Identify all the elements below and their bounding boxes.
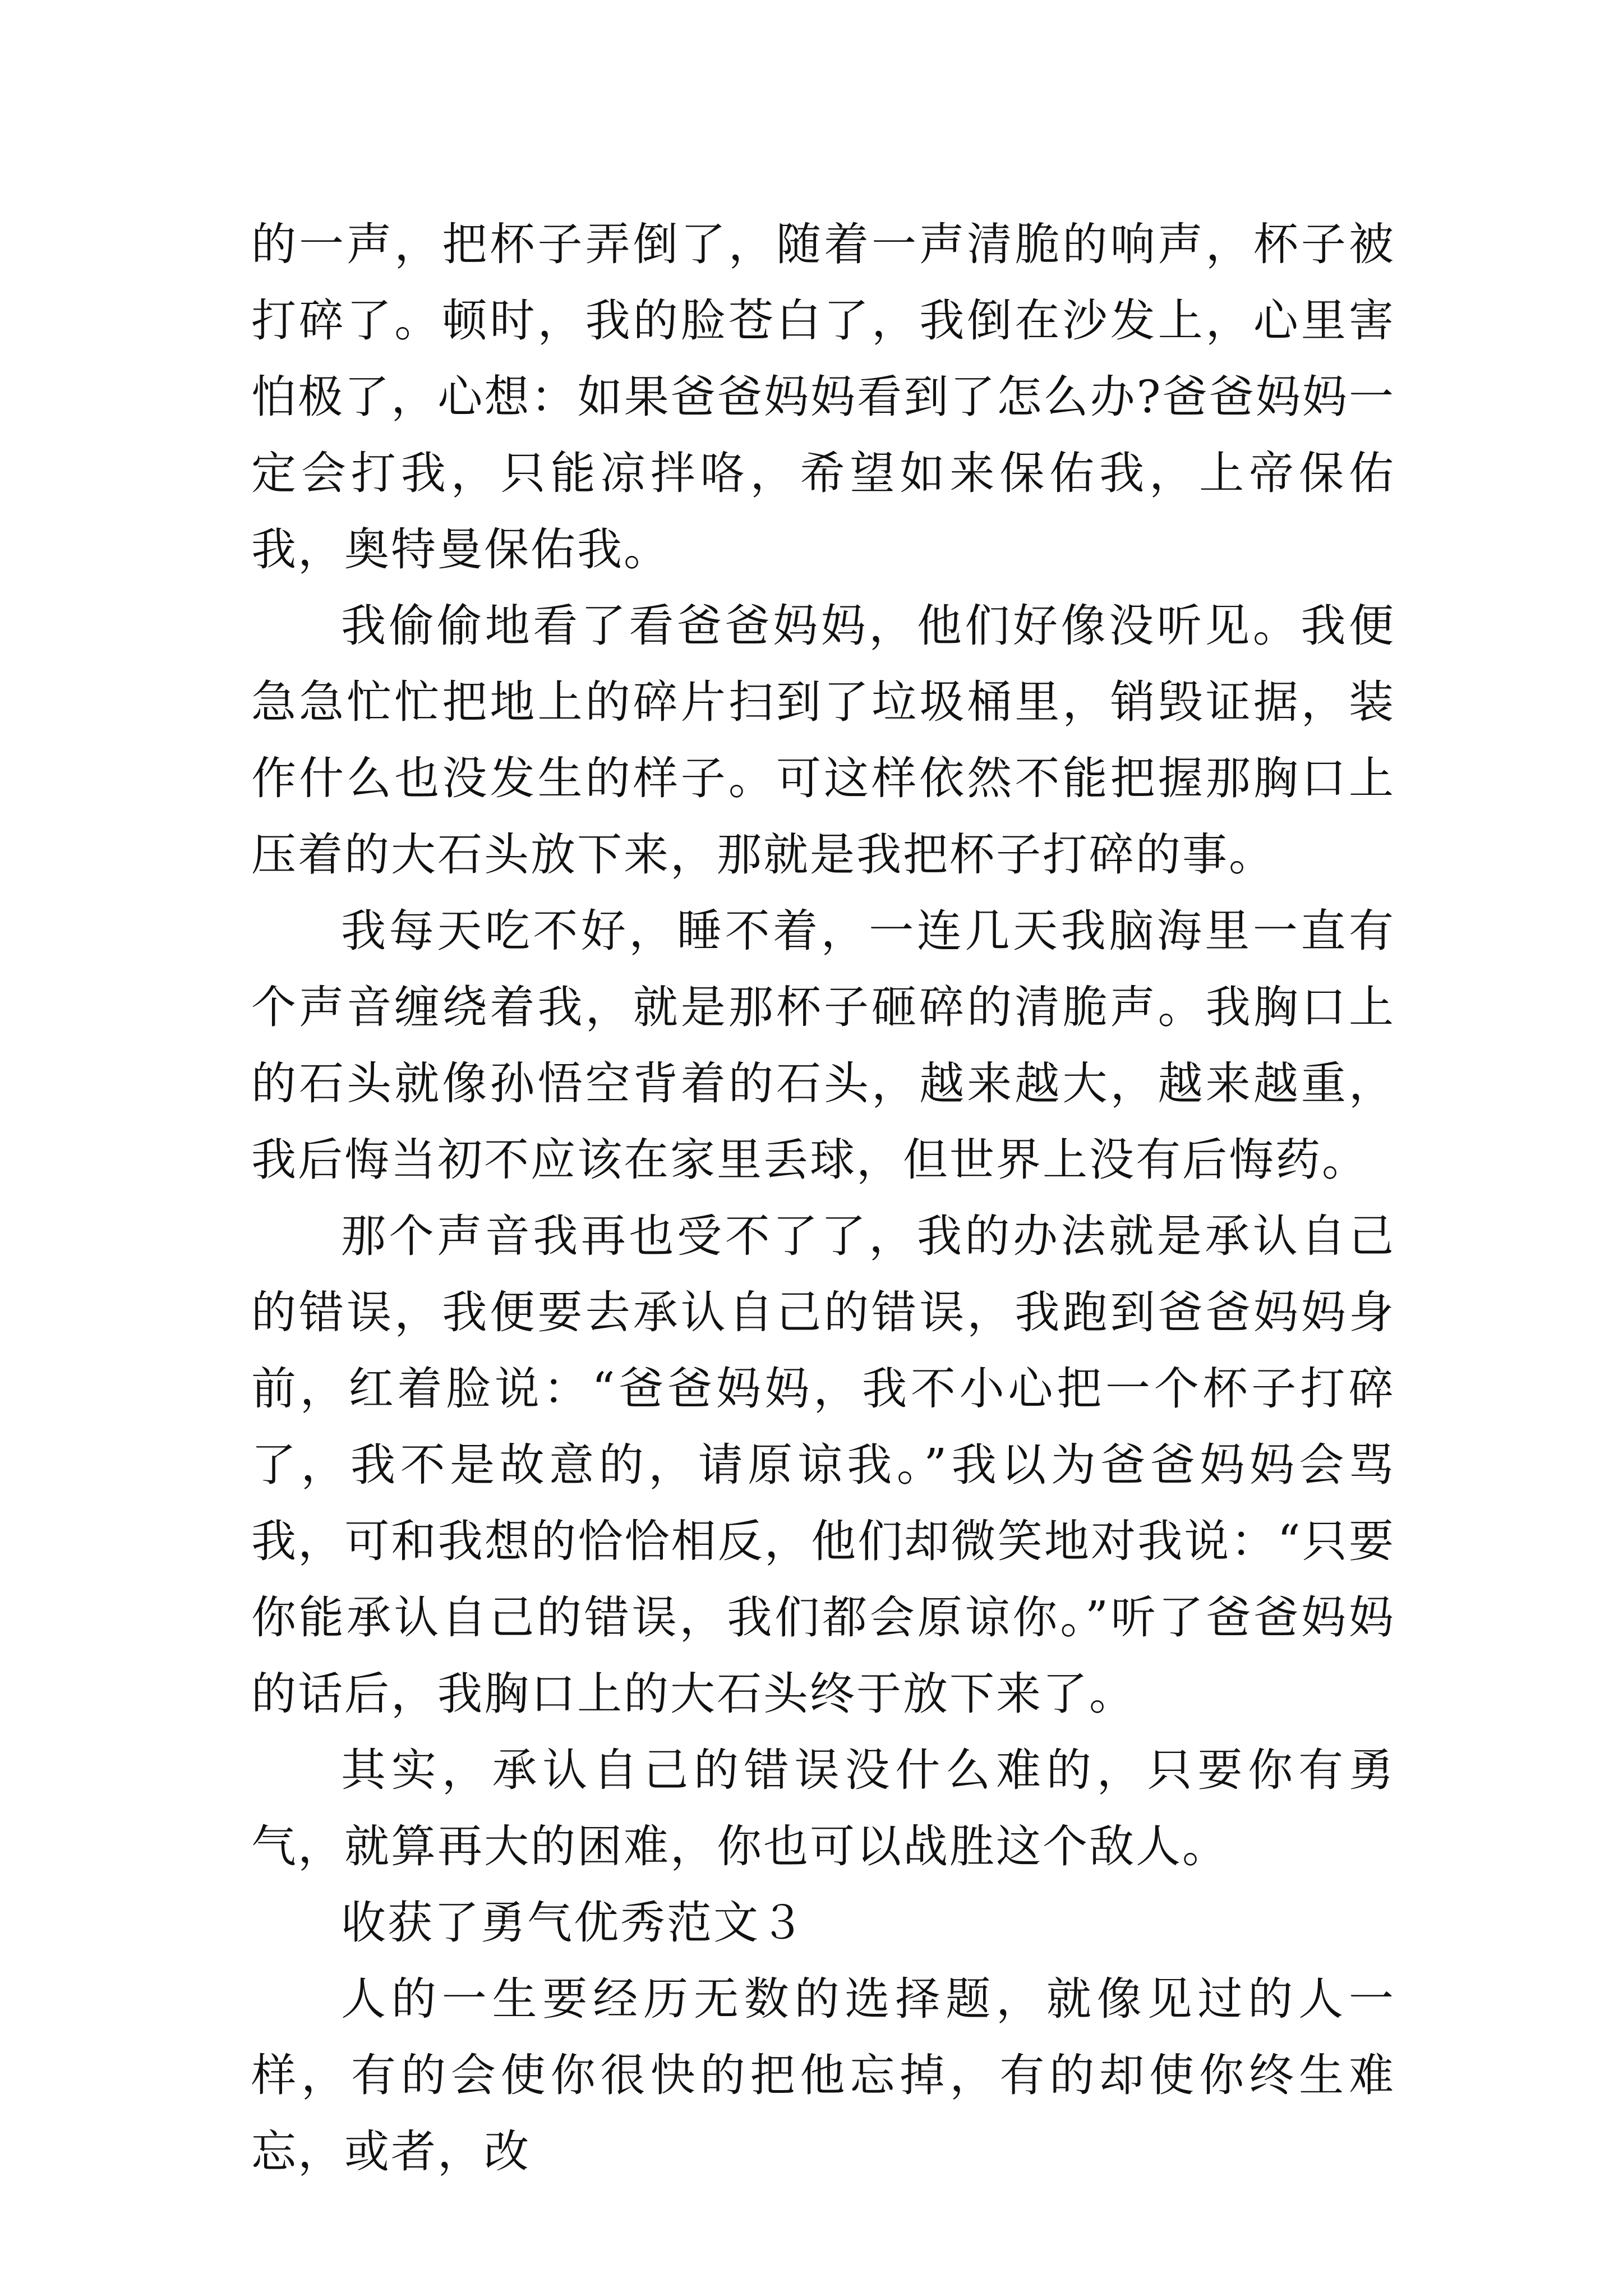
paragraph-3: 我每天吃不好，睡不着，一连几天我脑海里一直有个声音缠绕着我，就是那杯子砸碎的清脆声。我胸口上的石头就像孙悟空背着的石头，越来越大，越来越重，我后悔当初不应该在家里丢球，但世界上没有后悔药。 — [251, 905, 1395, 1186]
section-heading: 收获了勇气优秀范文３ — [341, 1897, 806, 1949]
paragraph-5: 其实，承认自己的错误没什么难的，只要你有勇气，就算再大的困难，你也可以战胜这个敌人。 — [251, 1744, 1395, 1872]
paragraph-7: 人的一生要经历无数的选择题，就像见过的人一样，有的会使你很快的把他忘掉，有的却使你终生难忘，或者，改 — [251, 1973, 1395, 2178]
document-body — [251, 206, 1395, 2190]
paragraph-1: 的一声，把杯子弄倒了，随着一声清脆的响声，杯子被打碎了。顿时，我的脸苍白了，我倒在沙发上，心里害怕极了，心想：如果爸爸妈妈看到了怎么办?爸爸妈妈一定会打我，只能凉拌咯，希望如来保佑我，上帝保佑我，奥特曼保佑我。 — [251, 218, 1395, 576]
paragraph-2: 我偷偷地看了看爸爸妈妈，他们好像没听见。我便急急忙忙把地上的碎片扫到了垃圾桶里，销毁证据，装作什么也没发生的样子。可这样依然不能把握那胸口上压着的大石头放下来，那就是我把杯子打碎的事。 — [251, 600, 1395, 881]
paragraph-4: 那个声音我再也受不了了，我的办法就是承认自己的错误，我便要去承认自己的错误，我跑到爸爸妈妈身前，红着脸说：“爸爸妈妈，我不小心把一个杯子打碎了，我不是故意的，请原谅我。”我以为爸爸妈妈会骂我，可和我想的恰恰相反，他们却微笑地对我说：“只要你能承认自己的错误，我们都会原谅你。”听了爸爸妈妈的话后，我胸口上的大石头终于放下来了。 — [251, 1210, 1395, 1720]
